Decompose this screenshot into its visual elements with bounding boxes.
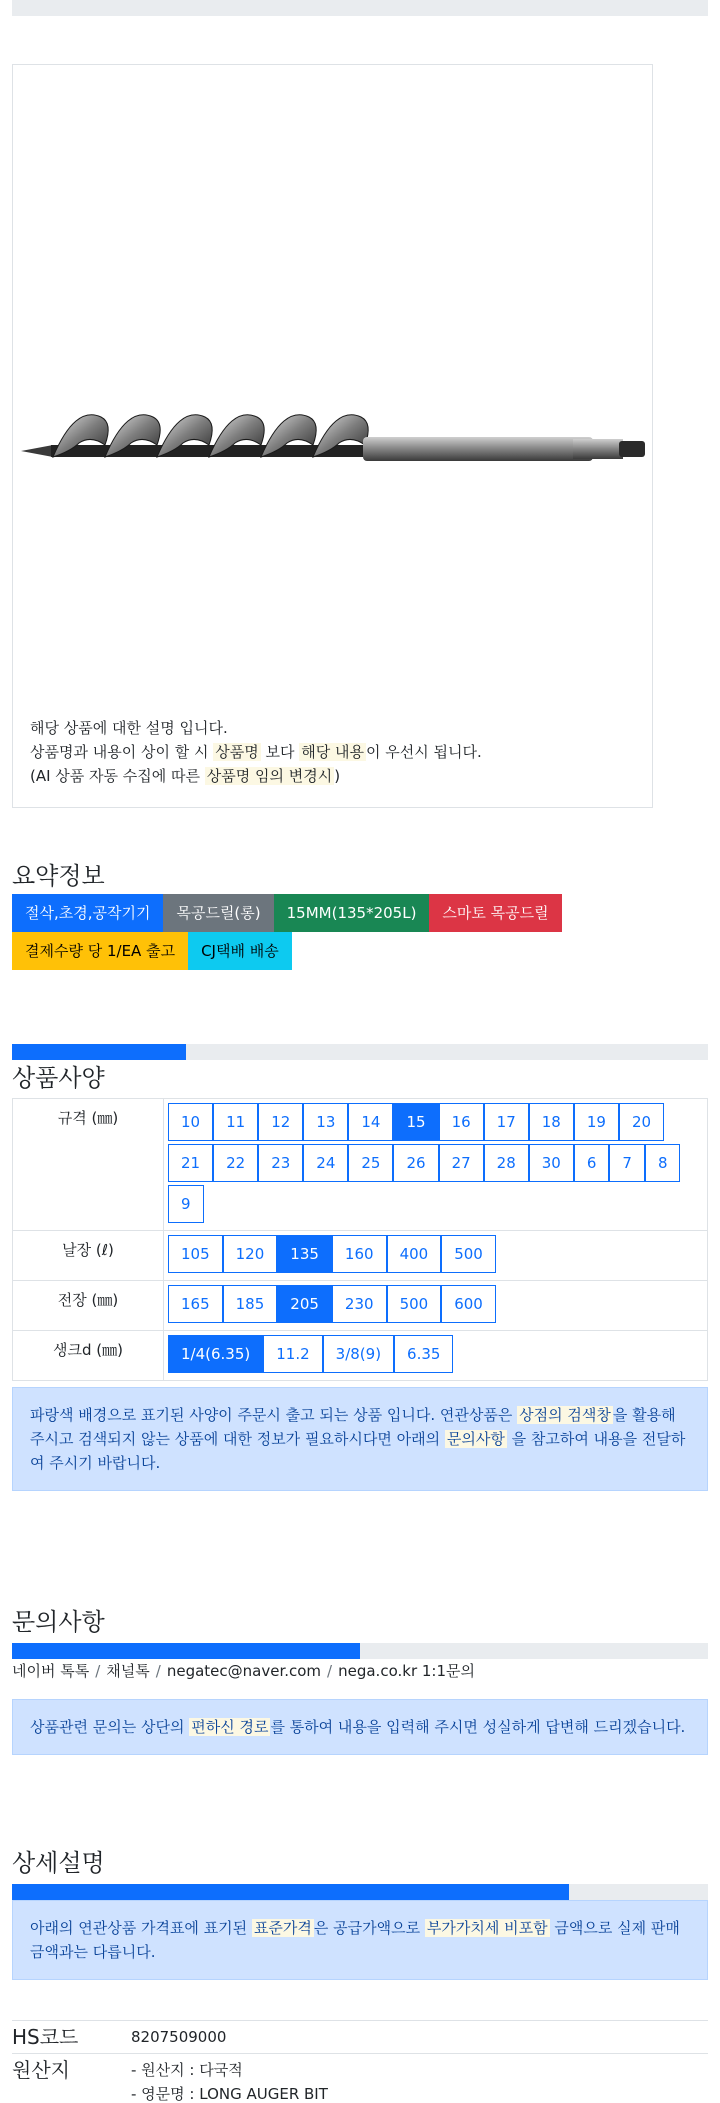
spec-option-button[interactable]: 15 (393, 1103, 438, 1141)
spec-option-button[interactable]: 160 (332, 1235, 387, 1273)
highlight-standard-price: 표준가격 (253, 1919, 312, 1937)
summary-title: 요약정보 (12, 862, 105, 890)
detail-progress-bar (12, 1884, 708, 1900)
spec-options (164, 1231, 708, 1281)
spec-progress-bar (12, 1044, 708, 1060)
spec-option-button[interactable]: 16 (439, 1103, 484, 1141)
contact-naver-talk[interactable]: 네이버 톡톡 (12, 1662, 90, 1680)
contact-email[interactable]: negatec@naver.com (166, 1662, 322, 1680)
spec-table (12, 1098, 708, 1381)
spec-option-button[interactable]: 12 (258, 1103, 303, 1141)
spec-option-button[interactable]: 17 (484, 1103, 529, 1141)
desc-line-1: 해당 상품에 대한 설명 입니다. (30, 719, 228, 737)
detail-notice: 아래의 연관상품 가격표에 표기된 표준가격 은 공급가액으로 부가가치세 비포함 금액으로 실제 판매금액과는 다릅니다. (12, 1900, 708, 1980)
product-image-box (12, 64, 653, 808)
badge-category: 절삭,초경,공작기기 (12, 894, 163, 932)
desc-line-3: (AI 상품 자동 수집에 따른 상품명 임의 변경시 ) (30, 767, 341, 785)
spec-option-button[interactable]: 30 (529, 1144, 574, 1182)
inquiry-notice: 상품관련 문의는 상단의 편하신 경로 를 통하여 내용을 입력해 주시면 성실하게 답변해 드리겠습니다. (12, 1699, 708, 1755)
spec-option-button[interactable]: 230 (332, 1285, 387, 1323)
badge-type: 목공드릴(롱) (163, 894, 273, 932)
highlight-convenient-route: 편하신 경로 (191, 1718, 269, 1736)
spec-option-button[interactable]: 3/8(9) (323, 1335, 394, 1373)
spec-row (13, 1331, 708, 1381)
spec-option-button[interactable]: 23 (258, 1144, 303, 1182)
spec-option-button[interactable]: 120 (223, 1235, 278, 1273)
badge-brand: 스마토 목공드릴 (429, 894, 561, 932)
spec-options (164, 1099, 708, 1231)
spec-options (164, 1281, 708, 1331)
contact-website[interactable]: nega.co.kr 1:1문의 (338, 1662, 475, 1680)
highlight-content: 해당 내용 (301, 743, 364, 761)
spec-row (13, 1231, 708, 1281)
spec-option-button[interactable]: 105 (168, 1235, 223, 1273)
spec-row-label: 날장 (ℓ) (13, 1231, 164, 1281)
badge-shipping: CJ택배 배송 (188, 932, 292, 970)
auger-bit-image (13, 365, 654, 505)
spec-option-button[interactable]: 20 (619, 1103, 664, 1141)
spec-option-button[interactable]: 6 (574, 1144, 610, 1182)
spec-option-button[interactable]: 6.35 (394, 1335, 453, 1373)
spec-option-button[interactable]: 10 (168, 1103, 213, 1141)
spec-option-button[interactable]: 135 (277, 1235, 332, 1273)
top-progress-bar (12, 0, 708, 16)
hs-code-row (12, 2020, 708, 2053)
spec-row (13, 1281, 708, 1331)
origin-values (131, 2058, 328, 2103)
spec-option-button[interactable]: 205 (277, 1285, 332, 1323)
spec-option-button[interactable]: 165 (168, 1285, 223, 1323)
inquiry-title: 문의사항 (12, 1608, 105, 1636)
origin-country: - 원산지 : 다국적 (131, 2061, 243, 2079)
spec-option-button[interactable]: 600 (441, 1285, 496, 1323)
contact-breadcrumb: 네이버 톡톡 / 채널톡 / negatec@naver.com / nega.co.kr 1:1문의 (12, 1662, 475, 1680)
highlight-product-name: 상품명 (215, 743, 259, 761)
spec-option-button[interactable]: 26 (393, 1144, 438, 1182)
origin-english-name: - 영문명 : LONG AUGER BIT (131, 2085, 328, 2103)
spec-row-label: 전장 (㎜) (13, 1281, 164, 1331)
spec-row (13, 1099, 708, 1231)
contact-channel-talk[interactable]: 채널톡 (106, 1662, 150, 1680)
highlight-inquiry: 문의사항 (446, 1430, 505, 1448)
spec-option-button[interactable]: 500 (441, 1235, 496, 1273)
spec-title: 상품사양 (12, 1064, 105, 1092)
spec-notice: 파랑색 배경으로 표기된 사양이 주문시 출고 되는 상품 입니다. 연관상품은 상점의 검색창 을 활용해 주시고 검색되지 않는 상품에 대한 정보가 필요하시다면 아래의 문의사항 을 참고하여 내용을 전달하여 주시기 바랍니다. (12, 1387, 708, 1491)
spec-option-button[interactable]: 18 (529, 1103, 574, 1141)
summary-badges (12, 894, 662, 970)
spec-option-button[interactable]: 1/4(6.35) (168, 1335, 263, 1373)
spec-option-button[interactable]: 25 (348, 1144, 393, 1182)
highlight-vat-excluded: 부가가치세 비포함 (426, 1919, 548, 1937)
detail-title: 상세설명 (12, 1849, 105, 1877)
spec-option-button[interactable]: 24 (303, 1144, 348, 1182)
spec-option-button[interactable]: 7 (609, 1144, 645, 1182)
badge-size: 15MM(135*205L) (274, 894, 430, 932)
badge-quantity: 결제수량 당 1/EA 출고 (12, 932, 188, 970)
spec-option-button[interactable]: 21 (168, 1144, 213, 1182)
highlight-name-change: 상품명 임의 변경시 (206, 767, 333, 785)
spec-option-button[interactable]: 11.2 (263, 1335, 322, 1373)
origin-label: 원산지 (12, 2058, 70, 2082)
spec-options (164, 1331, 708, 1381)
origin-row (12, 2053, 708, 2103)
spec-option-button[interactable]: 185 (223, 1285, 278, 1323)
spec-option-button[interactable]: 19 (574, 1103, 619, 1141)
spec-option-button[interactable]: 28 (484, 1144, 529, 1182)
spec-option-button[interactable]: 27 (439, 1144, 484, 1182)
inquiry-progress-bar (12, 1643, 708, 1659)
spec-option-button[interactable]: 8 (645, 1144, 681, 1182)
spec-option-button[interactable]: 9 (168, 1185, 204, 1223)
product-description (30, 716, 482, 788)
spec-row-label: 생크d (㎜) (13, 1331, 164, 1381)
spec-option-button[interactable]: 13 (303, 1103, 348, 1141)
hs-code-label: HS코드 (12, 2025, 79, 2049)
desc-line-2: 상품명과 내용이 상이 할 시 상품명 보다 해당 내용 이 우선시 됩니다. (30, 743, 482, 761)
spec-option-button[interactable]: 22 (213, 1144, 258, 1182)
spec-option-button[interactable]: 11 (213, 1103, 258, 1141)
spec-option-button[interactable]: 14 (348, 1103, 393, 1141)
hs-code-value: 8207509000 (131, 2028, 227, 2046)
spec-option-button[interactable]: 500 (387, 1285, 442, 1323)
spec-row-label: 규격 (㎜) (13, 1099, 164, 1231)
highlight-search-box: 상점의 검색창 (519, 1406, 611, 1424)
spec-option-button[interactable]: 400 (387, 1235, 442, 1273)
